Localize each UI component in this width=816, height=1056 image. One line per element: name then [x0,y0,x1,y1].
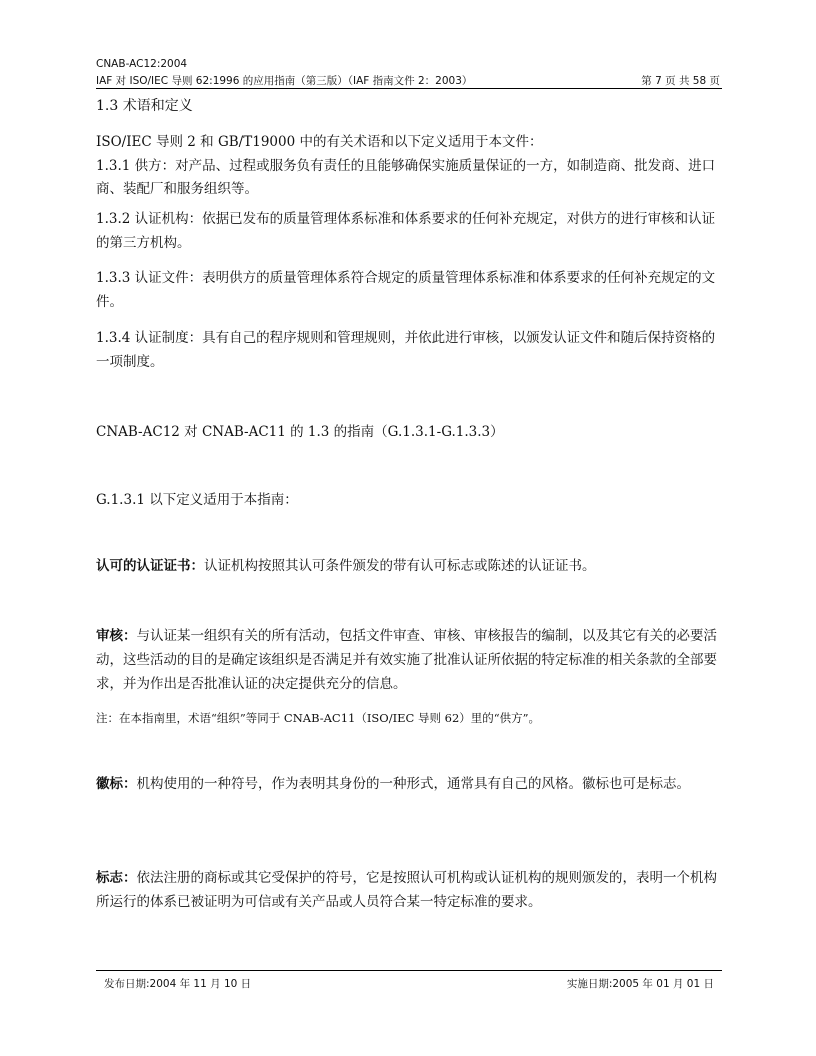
term-audit [96,624,722,696]
document-code: CNAB-AC12:2004 [96,58,188,70]
footer-divider [96,970,722,971]
note-paragraph: 注：在本指南里，术语“组织”等同于 CNAB-AC11（ISO/IEC 导则 62）里的“供方”。 [96,711,541,725]
term-definition: 与认证某一组织有关的所有活动，包括文件审查、审核、审核报告的编制，以及其它有关的必要活动，这些活动的目的是确定该组织是否满足并有效实施了批准认证所依据的特定标准的相关条款的全部要求，并为作出是否批准认证的决定提供充分的信息。 [96,628,717,692]
effective-date: 实施日期:2005 年 01 月 01 日 [566,978,714,990]
guidance-g-1-3-1: G.1.3.1 以下定义适用于本指南： [96,492,298,508]
intro-paragraph: ISO/IEC 导则 2 和 GB/T19000 中的有关术语和以下定义适用于本文件： [96,134,543,150]
term-mark [96,866,722,914]
document-title: IAF 对 ISO/IEC 导则 62:1996 的应用指南（第三版）（IAF 指南文件 2：2003） [96,75,473,87]
guidance-heading: CNAB-AC12 对 CNAB-AC11 的 1.3 的指南（G.1.3.1-G.1.3.3） [96,424,504,440]
header-divider [96,88,722,89]
term-definition: 机构使用的一种符号，作为表明其身份的一种形式，通常具有自己的风格。徽标也可是标志。 [136,776,690,792]
term-label: 审核： [96,628,137,644]
definition-1-3-1: 1.3.1 供方：对产品、过程或服务负有责任的且能够确保实施质量保证的一方，如制造商、批发商、进口商、装配厂和服务组织等。 [96,158,716,197]
definition-1-3-2: 1.3.2 认证机构：依据已发布的质量管理体系标准和体系要求的任何补充规定，对供方的进行审核和认证的第三方机构。 [96,211,716,251]
term-label: 认可的认证证书： [96,558,204,574]
term-definition: 依法注册的商标或其它受保护的符号，它是按照认可机构或认证机构的规则颁发的，表明一个机构所运行的体系已被证明为可信或有关产品或人员符合某一特定标准的要求。 [96,870,717,910]
page-indicator: 第 7 页 共 58 页 [641,75,720,87]
term-label: 徽标： [96,776,137,792]
definition-1-3-3: 1.3.3 认证文件：表明供方的质量管理体系符合规定的质量管理体系标准和体系要求的任何补充规定的文件。 [96,270,716,310]
definition-1-3-4: 1.3.4 认证制度：具有自己的程序规则和管理规则，并依此进行审核，以颁发认证文件和随后保持资格的一项制度。 [96,330,716,370]
issue-date: 发布日期:2004 年 11 月 10 日 [104,978,252,990]
section-heading: 1.3 术语和定义 [96,98,193,114]
term-accredited-certificate [96,554,722,578]
term-definition: 认证机构按照其认可条件颁发的带有认可标志或陈述的认证证书。 [204,558,596,574]
term-label: 标志： [96,870,137,886]
term-logo [96,772,722,796]
